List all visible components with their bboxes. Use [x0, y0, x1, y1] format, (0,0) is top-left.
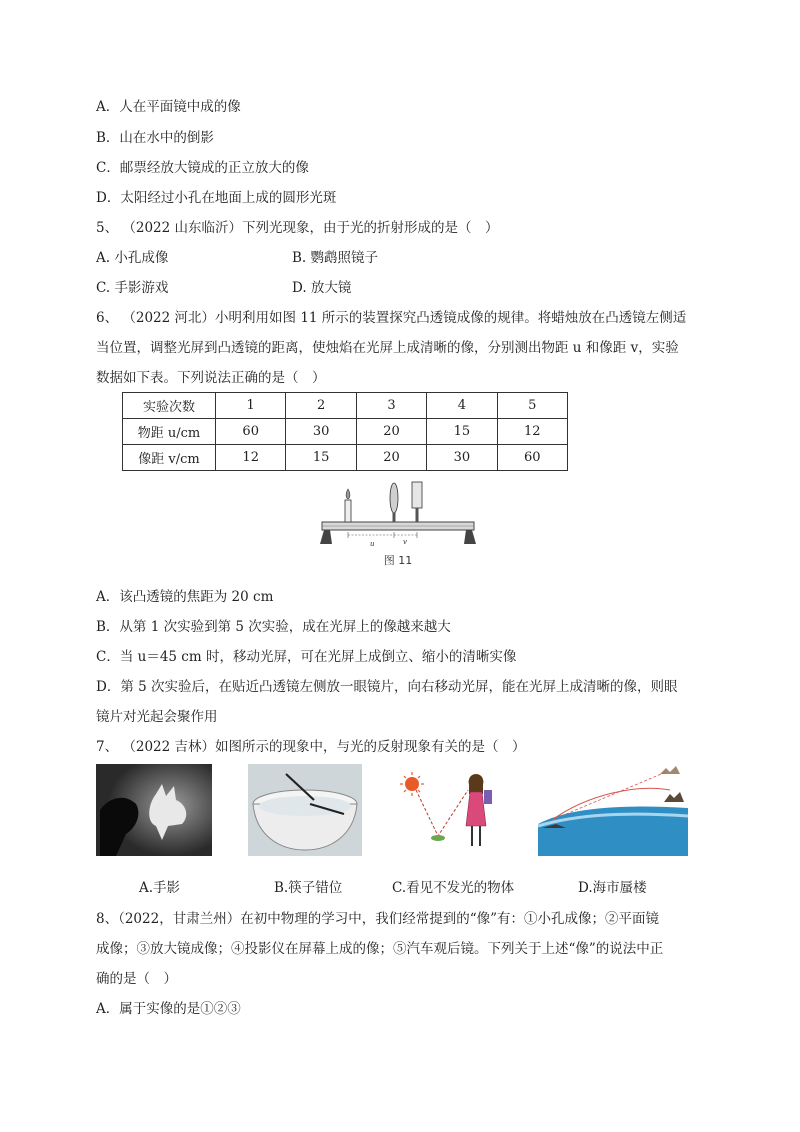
optical-bench-figure — [316, 478, 480, 570]
q6-option-d-line2: 镜片对光起会聚作用 — [96, 709, 218, 725]
experiment-data-table — [122, 392, 568, 471]
table-cell: 20 — [356, 445, 426, 471]
q8-stem-line3: 确的是（ ） — [96, 971, 177, 987]
table-row — [123, 419, 568, 445]
q8-stem-line1: 8、（2022，甘肃兰州）在初中物理的学习中，我们经常提到的“像”有：①小孔成像；②平面镜 — [96, 911, 659, 927]
table-cell: 60 — [216, 419, 286, 445]
label-v: v — [403, 538, 407, 546]
q4-option-c: C．邮票经放大镜成的正立放大的像 — [96, 160, 309, 176]
see-object-image — [398, 764, 508, 856]
q6-option-d-line1: D．第 5 次实验后，在贴近凸透镜左侧放一眼镜片，向右移动光屏，能在光屏上成清晰的像，则眼 — [96, 679, 678, 695]
q8-option-a: A．属于实像的是①②③ — [96, 1001, 241, 1017]
q8-stem-line2: 成像；③放大镜成像；④投影仪在屏幕上成的像；⑤汽车观后镜。下列关于上述“像”的说法中正 — [96, 941, 664, 957]
table-cell: 4 — [427, 393, 497, 419]
mirage-image — [538, 764, 688, 856]
table-cell: 15 — [427, 419, 497, 445]
q7-stem: 7、 （2022 吉林）如图所示的现象中，与光的反射现象有关的是（ ） — [96, 739, 526, 755]
table-cell: 15 — [286, 445, 356, 471]
hand-shadow-image — [96, 764, 212, 856]
q7-caption-c: C.看见不发光的物体 — [392, 880, 515, 896]
table-cell: 30 — [286, 419, 356, 445]
table-cell: 12 — [216, 445, 286, 471]
q6-option-b: B．从第 1 次实验到第 5 次实验，成在光屏上的像越来越大 — [96, 619, 451, 635]
lens-holder — [393, 513, 396, 522]
label-u: u — [370, 540, 375, 548]
figure-caption: 图 11 — [383, 554, 413, 567]
table-cell: 1 — [216, 393, 286, 419]
q5-stem: 5、 （2022 山东临沂）下列光现象，由于光的折射形成的是（ ） — [96, 220, 499, 236]
table-cell: 30 — [427, 445, 497, 471]
table-cell: 12 — [497, 419, 567, 445]
q7-caption-a: A.手影 — [139, 880, 181, 896]
q7-caption-b: B.筷子错位 — [274, 880, 343, 896]
q6-option-c: C．当 u＝45 cm 时，移动光屏，可在光屏上成倒立、缩小的清晰实像 — [96, 649, 517, 665]
q4-option-a: A．人在平面镜中成的像 — [96, 99, 241, 115]
q5-option-b: B. 鹦鹉照镜子 — [292, 250, 379, 266]
flame-icon — [346, 489, 350, 499]
screen-holder — [416, 508, 419, 522]
light-screen — [412, 482, 422, 508]
convex-lens — [390, 483, 398, 513]
table-cell: 物距 u/cm — [123, 419, 216, 445]
table-row — [123, 393, 568, 419]
table-cell: 3 — [356, 393, 426, 419]
q6-stem-line1: 6、 （2022 河北）小明利用如图 11 所示的装置探究凸透镜成像的规律。将蜡烛放在凸透镜左侧适 — [96, 310, 687, 326]
table-cell: 60 — [497, 445, 567, 471]
q5-option-a: A. 小孔成像 — [96, 250, 169, 266]
table-cell: 20 — [356, 419, 426, 445]
q6-option-a: A．该凸透镜的焦距为 20 cm — [96, 589, 274, 605]
object-on-ground — [431, 835, 445, 841]
bench-leg — [464, 530, 476, 544]
q7-caption-d: D.海市蜃楼 — [578, 880, 647, 896]
table-row — [123, 445, 568, 471]
candle — [345, 500, 351, 522]
q4-option-b: B．山在水中的倒影 — [96, 130, 214, 146]
q4-option-d: D．太阳经过小孔在地面上成的圆形光斑 — [96, 190, 337, 206]
chopstick-bowl-image — [248, 764, 362, 856]
table-cell: 实验次数 — [123, 393, 216, 419]
table-cell: 像距 v/cm — [123, 445, 216, 471]
q6-stem-line2: 当位置，调整光屏到凸透镜的距离，使烛焰在光屏上成清晰的像，分别测出物距 u 和像距 v，实验 — [96, 340, 679, 356]
q5-option-c: C. 手影游戏 — [96, 280, 169, 296]
table-cell: 5 — [497, 393, 567, 419]
bench-leg — [320, 530, 332, 544]
q6-stem-line3: 数据如下表。下列说法正确的是（ ） — [96, 370, 326, 386]
q5-option-d: D. 放大镜 — [292, 280, 352, 296]
table-cell: 2 — [286, 393, 356, 419]
